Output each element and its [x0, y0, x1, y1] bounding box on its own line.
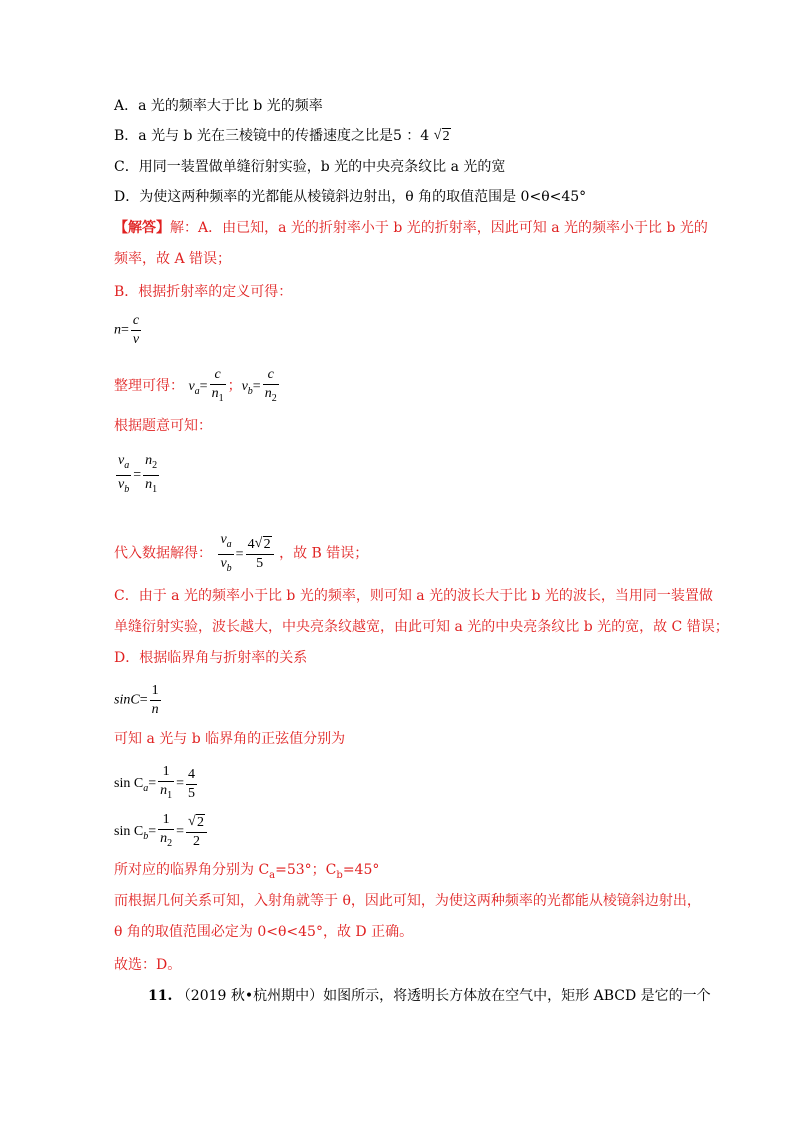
equation-sin-cb: $\sin C_b=$ $\frac{1}{n_2}$ = √ 2 2	[114, 811, 209, 853]
answer-a-text: 解：A．由已知，a 光的折射率小于 b 光的折射率，因此可知 a 光的频率小于比 b 光的	[170, 220, 708, 236]
option-b	[114, 126, 451, 147]
geometry-line-1: 而根据几何关系可知，入射角就等于 θ，因此可知，为使这两种频率的光都能从棱镜斜边射出，	[114, 893, 701, 909]
equation-va-vb: $v_a=$ $\frac{c}{n_1}$ ；$v_b=$ $\frac{c}{n_2}$	[188, 367, 277, 404]
final-choice: 故选：D。	[114, 957, 182, 973]
equation-ratio: $\frac{v_a}{v_b}$ = $\frac{n_2}{n_1}$	[118, 453, 158, 495]
equation-n-c-v: n= $\frac{c}{v}$	[114, 313, 140, 347]
answer-c-line-2: 单缝衍射实验，波长越大，中央亮条纹越宽，由此可知 a 光的中央亮条纹比 b 光的宽，故 C 错误；	[114, 619, 729, 635]
angles-line: 所对应的临界角分别为 $C_a=53^\circ$；$C_b=45^\circ$	[114, 862, 380, 881]
option-b-sqrt: √ 2	[433, 128, 450, 144]
option-d: D．为使这两种频率的光都能从棱镜斜边射出，θ 角的取值范围是 0<θ<45°	[114, 189, 587, 205]
question-number: 11.	[148, 988, 173, 1004]
question-11	[148, 986, 711, 1006]
answer-label: 【解答】	[114, 220, 170, 236]
substitute-line: 代入数据解得： $\frac{v_a}{v_b}$ = 4 √ 2 5 ，故 B 错误；	[114, 532, 369, 574]
answer-d-intro: D．根据临界角与折射率的关系	[114, 650, 308, 666]
geometry-line-2: θ 角的取值范围必定为 0<θ<45°，故 D 正确。	[114, 924, 414, 940]
answer-b-intro: B．根据折射率的定义可得：	[114, 284, 293, 300]
option-c: C．用同一装置做单缝衍射实验，b 光的中央亮条纹比 a 光的宽	[114, 159, 506, 175]
option-a: A．a 光的频率大于比 b 光的频率	[114, 98, 323, 114]
equation-substituted: $\frac{v_a}{v_b}$ = 4 √ 2 5	[216, 547, 279, 562]
question-text: （2019 秋•杭州期中）如图所示，将透明长方体放在空气中，矩形 ABCD 是它的一个	[176, 988, 711, 1004]
sines-label: 可知 a 光与 b 临界角的正弦值分别为	[114, 731, 346, 747]
option-b-text: B．a 光与 b 光在三棱镜中的传播速度之比是5 ：4	[114, 128, 430, 144]
answer-line-2: 频率，故 A 错误；	[114, 251, 232, 267]
from-label: 根据题意可知：	[114, 418, 212, 434]
answer-line-1	[114, 218, 708, 238]
answer-c-line-1: C．由于 a 光的频率小于比 b 光的频率，则可知 a 光的波长大于比 b 光的波长，当用同一装置做	[114, 588, 713, 604]
rearrange-line: 整理可得： $v_a=$ $\frac{c}{n_1}$ ；$v_b=$ $\frac{c}{n_2}$	[114, 366, 281, 408]
equation-sinc: sinC= $\frac{1}{n}$	[114, 683, 159, 717]
equation-sin-ca: $\sin C_a=$ $\frac{1}{n_1}$ = $\frac{4}{5}$	[114, 764, 195, 801]
